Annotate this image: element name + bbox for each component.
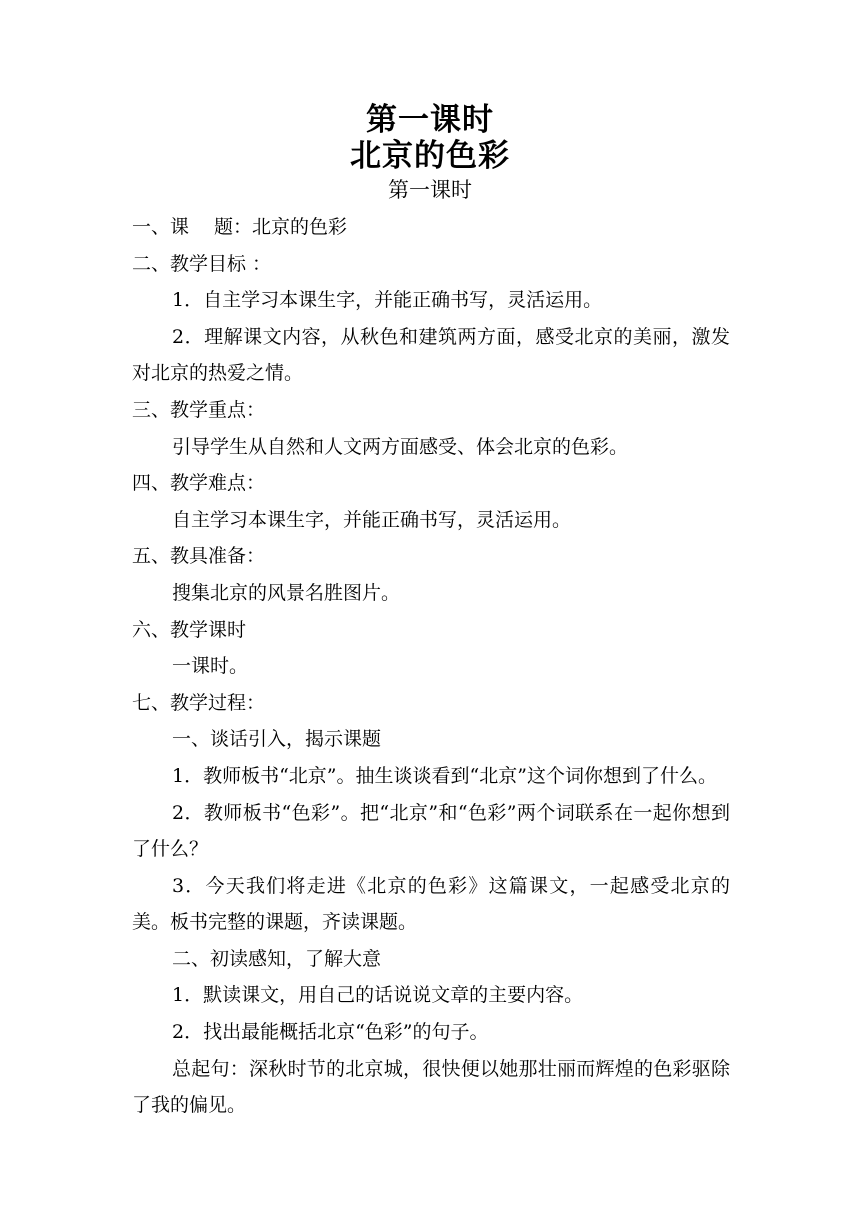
- summary-sentence: 总起句：深秋时节的北京城，很快便以她那壮丽而辉煌的色彩驱除了我的偏见。: [132, 1057, 730, 1117]
- process-item: 2．教师板书“色彩”。把“北京”和“色彩”两个词联系在一起你想到了什么？: [132, 801, 730, 861]
- objective-item: 2．理解课文内容，从秋色和建筑两方面，感受北京的美丽，激发对北京的热爱之情。: [132, 325, 730, 385]
- difficulty-text: 自主学习本课生字，并能正确书写，灵活运用。: [172, 508, 572, 531]
- process-item: 2．找出最能概括北京“色彩”的句子。: [172, 1021, 489, 1044]
- materials-text: 搜集北京的风景名胜图片。: [172, 581, 401, 604]
- document-body: [132, 209, 730, 1124]
- section-heading-objectives: 二、教学目标 ：: [132, 252, 272, 275]
- section-heading-periods: 六、教学课时: [132, 618, 247, 641]
- section-heading-difficulties: 四、教学难点：: [132, 472, 266, 495]
- section-heading-key-points: 三、教学重点：: [132, 398, 266, 421]
- lesson-title: 北京的色彩: [350, 138, 510, 174]
- section-heading-process: 七、教学过程：: [132, 691, 266, 714]
- process-item: 1．默读课文，用自己的话说说文章的主要内容。: [172, 984, 584, 1007]
- section-heading-topic: 一、课 题：北京的色彩: [132, 216, 348, 238]
- process-item: 1．教师板书“北京”。抽生谈谈看到“北京”这个词你想到了什么。: [172, 764, 717, 787]
- process-step-heading: 二、初读感知，了解大意: [172, 947, 382, 970]
- document-title: 第一课时: [366, 102, 494, 138]
- section-heading-materials: 五、教具准备：: [132, 545, 266, 568]
- lesson-subtitle: 第一课时: [388, 178, 472, 202]
- process-item: 3．今天我们将走进《北京的色彩》这篇课文，一起感受北京的美。板书完整的课题，齐读课题。: [132, 874, 730, 934]
- key-point-text: 引导学生从自然和人文两方面感受、体会北京的色彩。: [172, 435, 629, 458]
- objective-item: 1．自主学习本课生字，并能正确书写，灵活运用。: [172, 289, 603, 312]
- periods-text: 一课时。: [172, 655, 249, 678]
- process-step-heading: 一、谈话引入，揭示课题: [172, 728, 382, 751]
